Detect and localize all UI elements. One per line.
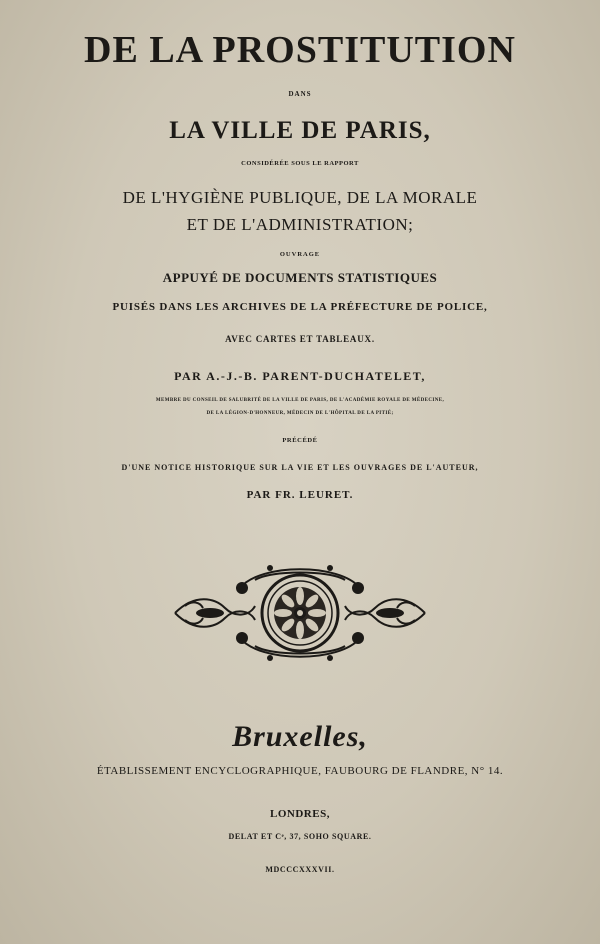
- ouvrage-word: OUVRAGE: [279, 251, 321, 258]
- imprint-london: LONDRES,: [270, 808, 330, 820]
- notice-line: D'UNE NOTICE HISTORIQUE SUR LA VIE ET LES OUVRAGES DE L'AUTEUR,: [121, 463, 479, 472]
- leuret-line: PAR FR. LEURET.: [246, 489, 354, 501]
- cartes-line: AVEC CARTES ET TABLEAUX.: [225, 334, 375, 344]
- consideree-line: CONSIDÉRÉE SOUS LE RAPPORT: [241, 160, 359, 167]
- puises-line: PUISÉS DANS LES ARCHIVES DE LA PRÉFECTURE DE POLICE,: [112, 301, 488, 313]
- subtitle-line-1: DE L'HYGIÈNE PUBLIQUE, DE LA MORALE: [122, 188, 478, 207]
- precede-word: PRÉCÉDÉ: [282, 437, 318, 444]
- dans-word: DANS: [288, 90, 312, 98]
- author-credentials-line-1: MEMBRE DU CONSEIL DE SALUBRITÉ DE LA VILLE DE PARIS, DE L'ACADÉMIE ROYALE DE MÉDECINE,: [155, 398, 445, 403]
- imprint-london-publisher: DELAT ET Cᵉ, 37, SOHO SQUARE.: [228, 832, 372, 841]
- book-title: DE LA PROSTITUTION: [84, 29, 516, 71]
- imprint-year: MDCCCXXXVII.: [265, 865, 335, 874]
- author-line: PAR A.-J.-B. PARENT-DUCHATELET,: [174, 369, 426, 383]
- city-title: LA VILLE DE PARIS,: [169, 117, 431, 144]
- imprint-city: Bruxelles,: [232, 720, 368, 753]
- imprint-publisher: ÉTABLISSEMENT ENCYCLOGRAPHIQUE, FAUBOURG DE FLANDRE, N° 14.: [96, 765, 504, 777]
- floral-ornament-icon: [170, 558, 430, 668]
- appuye-line: APPUYÉ DE DOCUMENTS STATISTIQUES: [162, 270, 438, 285]
- author-credentials-line-2: DE LA LÉGION-D'HONNEUR, MÉDECIN DE L'HÔPITAL DE LA PITIÉ;: [206, 411, 394, 416]
- subtitle-line-2: ET DE L'ADMINISTRATION;: [186, 215, 414, 234]
